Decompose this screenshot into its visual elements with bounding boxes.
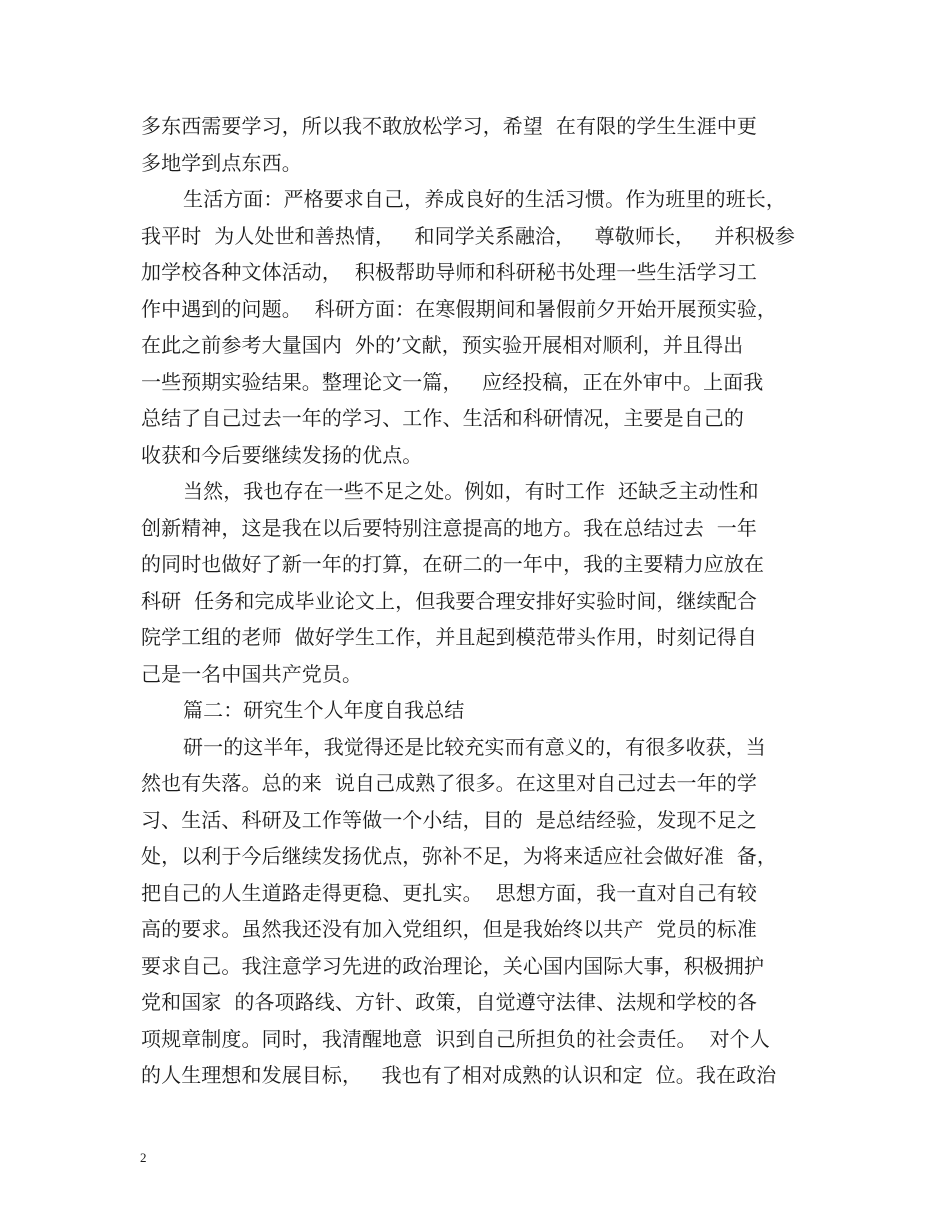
text-line: 己是一名中国共产党员。 [141,661,363,686]
text-line: 的人生理想和发展目标， 我也有了相对成熟的认识和定 位。我在政治 [141,1063,777,1087]
text-line: 的同时也做好了新一年的打算，在研二的一年中，我的主要精力应放在 [141,552,765,576]
document-body [141,108,821,1094]
text-line: 项规章制度。同时，我清醒地意 识到自己所担负的社会责任。 对个人 [141,1026,770,1051]
text-line: 科研 任务和完成毕业论文上，但我要合理安排好实验时间，继续配合 [141,588,757,613]
paragraph-start-line: 研一的这半年，我觉得还是比较充实而有意义的，有很多收获，当 [183,734,766,759]
text-line: 习、生活、科研及工作等做一个小结，目的 是总结经验，发现不足之 [141,807,757,832]
text-line: 要求自己。我注意学习先进的政治理论，关心国内国际大事，积极拥护 [141,953,765,978]
paragraph-start-line: 生活方面：严格要求自己，养成良好的生活习惯。作为班里的班长， [183,187,786,211]
text-line: 总结了自己过去一年的学习、工作、生活和科研情况，主要是自己的 [141,406,744,430]
text-line: 多东西需要学习，所以我不敢放松学习，希望 在有限的学生生涯中更 [141,114,757,138]
text-line: 作中遇到的问题。 科研方面：在寒假期间和暑假前夕开始开展预实验， [141,296,778,321]
page-number: 2 [140,1150,147,1165]
text-line: 多地学到点东西。 [141,150,302,175]
text-line: 院学工组的老师 做好学生工作，并且起到模范带头作用，时刻记得自 [141,625,757,649]
section-heading: 篇二：研究生个人年度自我总结 [183,698,465,722]
text-line: 处，以利于今后继续发扬优点，弥补不足，为将来适应社会做好准 备， [141,844,778,868]
text-line: 把自己的人生道路走得更稳、更扎实。 思想方面，我一直对自己有较 [141,880,757,905]
text-line: 加学校各种文体活动， 积极帮助导师和科研秘书处理一些生活学习工 [141,260,757,284]
text-line: 然也有失落。总的来 说自己成熟了很多。在这里对自己过去一年的学 [141,771,757,795]
text-line: 一些预期实验结果。整理论文一篇， 应经投稿，正在外审中。上面我 [141,369,764,394]
paragraph-start-line: 当然，我也存在一些不足之处。例如，有时工作 还缺乏主动性和 [183,479,759,503]
text-line: 高的要求。虽然我还没有加入党组织，但是我始终以共产 党员的标准 [141,917,757,941]
text-line: 创新精神，这是我在以后要特别注意提高的地方。我在总结过去 一年 [141,515,757,540]
text-line: 在此之前参考大量国内 外的’文献，预实验开展相对顺利，并且得出 [141,333,744,357]
text-line: 我平时 为人处世和善热情， 和同学关系融洽， 尊敬师长， 并积极参 [141,223,795,248]
text-line: 党和国家 的各项路线、方针、政策，自觉遵守法律、法规和学校的各 [141,990,757,1014]
text-line: 收获和今后要继续发扬的优点。 [141,442,423,467]
